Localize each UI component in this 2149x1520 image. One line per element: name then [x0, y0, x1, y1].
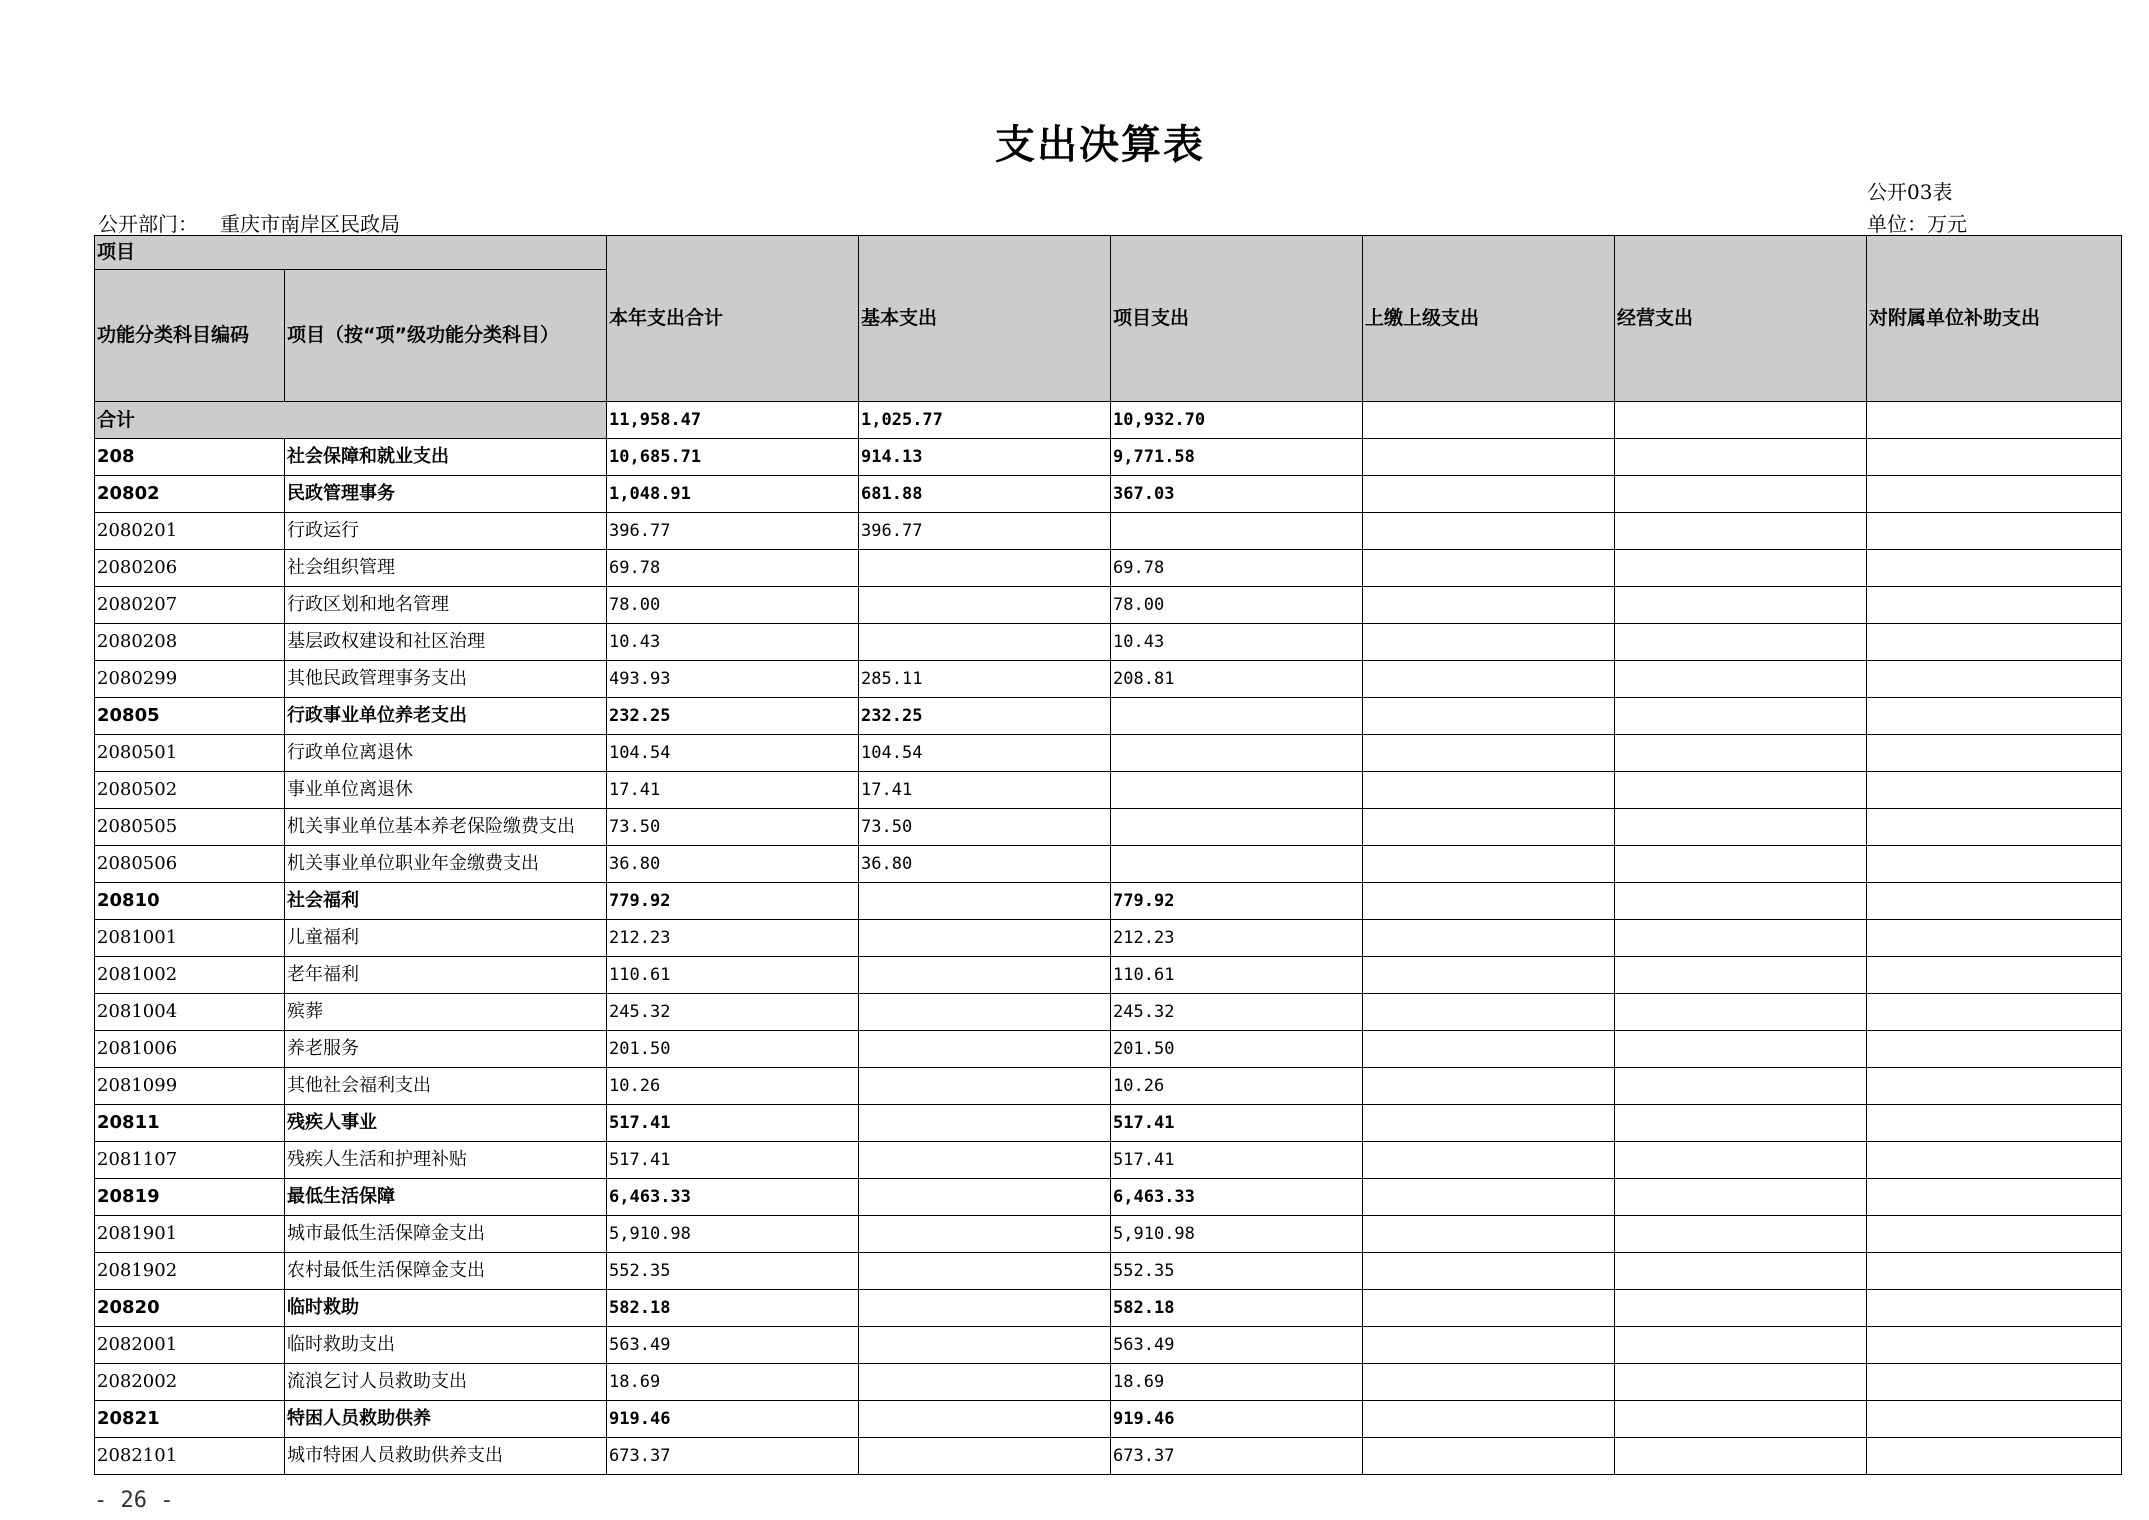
row-superior [1363, 735, 1615, 772]
row-name: 社会组织管理 [285, 550, 607, 587]
row-total: 673.37 [607, 1438, 859, 1475]
row-business [1615, 1068, 1867, 1105]
row-total: 110.61 [607, 957, 859, 994]
row-total: 212.23 [607, 920, 859, 957]
row-subsidy [1867, 1179, 2122, 1216]
row-item: 245.32 [1111, 994, 1363, 1031]
row-superior [1363, 1290, 1615, 1327]
table-row [95, 550, 2122, 587]
row-superior [1363, 809, 1615, 846]
row-code: 2080207 [95, 587, 285, 624]
row-code: 20805 [95, 698, 285, 735]
row-basic [859, 624, 1111, 661]
row-business [1615, 1327, 1867, 1364]
table-row [95, 809, 2122, 846]
row-item: 919.46 [1111, 1401, 1363, 1438]
table-row [95, 846, 2122, 883]
row-basic [859, 550, 1111, 587]
row-code: 2082101 [95, 1438, 285, 1475]
row-code: 2081002 [95, 957, 285, 994]
row-name: 事业单位离退休 [285, 772, 607, 809]
row-name: 其他民政管理事务支出 [285, 661, 607, 698]
row-subsidy [1867, 1142, 2122, 1179]
row-item: 110.61 [1111, 957, 1363, 994]
table-row [95, 1438, 2122, 1475]
row-item [1111, 513, 1363, 550]
row-name: 殡葬 [285, 994, 607, 1031]
row-business [1615, 1216, 1867, 1253]
row-business [1615, 957, 1867, 994]
row-superior [1363, 1031, 1615, 1068]
total-amount: 11,958.47 [607, 402, 859, 439]
row-total: 10.26 [607, 1068, 859, 1105]
row-subsidy [1867, 735, 2122, 772]
row-item: 212.23 [1111, 920, 1363, 957]
row-business [1615, 550, 1867, 587]
row-subsidy [1867, 550, 2122, 587]
row-code: 20820 [95, 1290, 285, 1327]
row-superior [1363, 772, 1615, 809]
row-code: 20811 [95, 1105, 285, 1142]
row-total: 10.43 [607, 624, 859, 661]
row-code: 2081107 [95, 1142, 285, 1179]
row-code: 20821 [95, 1401, 285, 1438]
row-superior [1363, 1327, 1615, 1364]
header-total: 本年支出合计 [607, 236, 859, 402]
row-code: 2081902 [95, 1253, 285, 1290]
row-code: 2080505 [95, 809, 285, 846]
row-basic [859, 1364, 1111, 1401]
row-name: 最低生活保障 [285, 1179, 607, 1216]
row-item: 18.69 [1111, 1364, 1363, 1401]
row-basic: 104.54 [859, 735, 1111, 772]
row-basic [859, 1253, 1111, 1290]
row-code: 208 [95, 439, 285, 476]
row-business [1615, 1438, 1867, 1475]
row-item: 5,910.98 [1111, 1216, 1363, 1253]
row-total: 201.50 [607, 1031, 859, 1068]
row-superior [1363, 476, 1615, 513]
row-total: 582.18 [607, 1290, 859, 1327]
row-name: 老年福利 [285, 957, 607, 994]
row-superior [1363, 439, 1615, 476]
row-name: 基层政权建设和社区治理 [285, 624, 607, 661]
row-name: 机关事业单位基本养老保险缴费支出 [285, 809, 607, 846]
row-code: 2081006 [95, 1031, 285, 1068]
row-subsidy [1867, 809, 2122, 846]
table-row [95, 624, 2122, 661]
table-row [95, 994, 2122, 1031]
department-name: 重庆市南岸区民政局 [220, 212, 400, 236]
row-total: 232.25 [607, 698, 859, 735]
row-item [1111, 809, 1363, 846]
row-basic [859, 883, 1111, 920]
row-superior [1363, 513, 1615, 550]
header-project: 项目 [95, 236, 607, 270]
row-code: 20810 [95, 883, 285, 920]
row-name: 机关事业单位职业年金缴费支出 [285, 846, 607, 883]
table-row [95, 1031, 2122, 1068]
row-item: 563.49 [1111, 1327, 1363, 1364]
row-total: 779.92 [607, 883, 859, 920]
row-name: 儿童福利 [285, 920, 607, 957]
row-business [1615, 772, 1867, 809]
row-name: 城市特困人员救助供养支出 [285, 1438, 607, 1475]
row-subsidy [1867, 513, 2122, 550]
total-subsidy [1867, 402, 2122, 439]
table-row [95, 1401, 2122, 1438]
row-total: 36.80 [607, 846, 859, 883]
row-name: 行政区划和地名管理 [285, 587, 607, 624]
row-total: 78.00 [607, 587, 859, 624]
total-item: 10,932.70 [1111, 402, 1363, 439]
row-business [1615, 1179, 1867, 1216]
row-item [1111, 698, 1363, 735]
header-item: 项目支出 [1111, 236, 1363, 402]
page-title: 支出决算表 [995, 122, 1205, 168]
row-basic [859, 1105, 1111, 1142]
header-row-1 [95, 236, 2122, 270]
row-name: 行政运行 [285, 513, 607, 550]
row-total: 5,910.98 [607, 1216, 859, 1253]
row-basic [859, 920, 1111, 957]
row-total: 493.93 [607, 661, 859, 698]
row-code: 2082002 [95, 1364, 285, 1401]
table-row [95, 883, 2122, 920]
row-item: 10.43 [1111, 624, 1363, 661]
row-code: 2081901 [95, 1216, 285, 1253]
row-subsidy [1867, 846, 2122, 883]
row-total: 552.35 [607, 1253, 859, 1290]
row-superior [1363, 624, 1615, 661]
row-business [1615, 809, 1867, 846]
row-total: 10,685.71 [607, 439, 859, 476]
row-subsidy [1867, 883, 2122, 920]
header-business: 经营支出 [1615, 236, 1867, 402]
row-business [1615, 513, 1867, 550]
row-code: 2080208 [95, 624, 285, 661]
row-business [1615, 1031, 1867, 1068]
row-name: 城市最低生活保障金支出 [285, 1216, 607, 1253]
row-business [1615, 994, 1867, 1031]
total-superior [1363, 402, 1615, 439]
row-business [1615, 439, 1867, 476]
row-name: 社会保障和就业支出 [285, 439, 607, 476]
row-item: 582.18 [1111, 1290, 1363, 1327]
row-business [1615, 661, 1867, 698]
table-row [95, 735, 2122, 772]
row-total: 517.41 [607, 1105, 859, 1142]
table-row [95, 513, 2122, 550]
row-name: 残疾人生活和护理补贴 [285, 1142, 607, 1179]
row-business [1615, 846, 1867, 883]
row-basic [859, 957, 1111, 994]
row-item [1111, 735, 1363, 772]
table-row [95, 1253, 2122, 1290]
header-code: 功能分类科目编码 [95, 270, 285, 402]
row-item [1111, 846, 1363, 883]
row-name: 特困人员救助供养 [285, 1401, 607, 1438]
row-basic [859, 1438, 1111, 1475]
row-subsidy [1867, 1105, 2122, 1142]
row-total: 73.50 [607, 809, 859, 846]
row-superior [1363, 957, 1615, 994]
row-item: 69.78 [1111, 550, 1363, 587]
unit-label: 单位：万元 [1867, 212, 1967, 236]
row-superior [1363, 1068, 1615, 1105]
row-basic: 73.50 [859, 809, 1111, 846]
row-business [1615, 1290, 1867, 1327]
row-code: 2080506 [95, 846, 285, 883]
row-name: 临时救助支出 [285, 1327, 607, 1364]
row-total: 919.46 [607, 1401, 859, 1438]
row-total: 1,048.91 [607, 476, 859, 513]
table-row [95, 698, 2122, 735]
row-subsidy [1867, 920, 2122, 957]
row-subsidy [1867, 772, 2122, 809]
row-name: 民政管理事务 [285, 476, 607, 513]
row-superior [1363, 1364, 1615, 1401]
row-total: 69.78 [607, 550, 859, 587]
table-row [95, 1327, 2122, 1364]
table-row [95, 772, 2122, 809]
row-basic [859, 587, 1111, 624]
row-item: 10.26 [1111, 1068, 1363, 1105]
row-item: 208.81 [1111, 661, 1363, 698]
total-row [95, 402, 2122, 439]
row-code: 2081001 [95, 920, 285, 957]
row-subsidy [1867, 587, 2122, 624]
table-row [95, 920, 2122, 957]
row-superior [1363, 698, 1615, 735]
row-name: 残疾人事业 [285, 1105, 607, 1142]
row-subsidy [1867, 957, 2122, 994]
header-subsidy: 对附属单位补助支出 [1867, 236, 2122, 402]
row-total: 396.77 [607, 513, 859, 550]
row-basic: 17.41 [859, 772, 1111, 809]
row-superior [1363, 920, 1615, 957]
row-business [1615, 1364, 1867, 1401]
table-row [95, 439, 2122, 476]
row-business [1615, 587, 1867, 624]
row-subsidy [1867, 994, 2122, 1031]
row-subsidy [1867, 624, 2122, 661]
row-superior [1363, 994, 1615, 1031]
row-subsidy [1867, 1327, 2122, 1364]
row-item: 779.92 [1111, 883, 1363, 920]
row-subsidy [1867, 1068, 2122, 1105]
row-superior [1363, 883, 1615, 920]
header-name: 项目（按“项”级功能分类科目） [285, 270, 607, 402]
row-name: 其他社会福利支出 [285, 1068, 607, 1105]
row-superior [1363, 1142, 1615, 1179]
row-business [1615, 624, 1867, 661]
row-total: 245.32 [607, 994, 859, 1031]
row-item: 367.03 [1111, 476, 1363, 513]
row-code: 2081004 [95, 994, 285, 1031]
total-label: 合计 [95, 402, 607, 439]
row-subsidy [1867, 439, 2122, 476]
header-superior: 上缴上级支出 [1363, 236, 1615, 402]
row-code: 2080206 [95, 550, 285, 587]
row-business [1615, 1105, 1867, 1142]
row-item: 78.00 [1111, 587, 1363, 624]
table-row [95, 1179, 2122, 1216]
row-superior [1363, 1179, 1615, 1216]
row-subsidy [1867, 661, 2122, 698]
row-subsidy [1867, 1438, 2122, 1475]
row-basic: 681.88 [859, 476, 1111, 513]
row-subsidy [1867, 1290, 2122, 1327]
row-total: 563.49 [607, 1327, 859, 1364]
row-item: 673.37 [1111, 1438, 1363, 1475]
table-row [95, 1216, 2122, 1253]
row-code: 2080201 [95, 513, 285, 550]
row-item: 517.41 [1111, 1105, 1363, 1142]
row-name: 养老服务 [285, 1031, 607, 1068]
row-superior [1363, 846, 1615, 883]
row-code: 2080299 [95, 661, 285, 698]
department-line [98, 208, 400, 237]
row-total: 104.54 [607, 735, 859, 772]
page-number: - 26 - [94, 1488, 174, 1513]
table-row [95, 957, 2122, 994]
row-basic: 914.13 [859, 439, 1111, 476]
row-superior [1363, 1105, 1615, 1142]
table-row [95, 1105, 2122, 1142]
row-total: 517.41 [607, 1142, 859, 1179]
row-basic [859, 1216, 1111, 1253]
row-subsidy [1867, 698, 2122, 735]
row-basic [859, 1290, 1111, 1327]
row-superior [1363, 661, 1615, 698]
row-superior [1363, 550, 1615, 587]
row-business [1615, 1253, 1867, 1290]
row-business [1615, 1142, 1867, 1179]
row-code: 20802 [95, 476, 285, 513]
row-subsidy [1867, 1401, 2122, 1438]
table-number: 公开03表 [1867, 180, 1953, 204]
row-business [1615, 883, 1867, 920]
row-name: 行政事业单位养老支出 [285, 698, 607, 735]
row-code: 2081099 [95, 1068, 285, 1105]
row-name: 社会福利 [285, 883, 607, 920]
row-name: 行政单位离退休 [285, 735, 607, 772]
row-basic [859, 1068, 1111, 1105]
row-superior [1363, 1216, 1615, 1253]
table-row [95, 587, 2122, 624]
expenditure-table [94, 235, 2122, 1475]
row-total: 6,463.33 [607, 1179, 859, 1216]
row-code: 2082001 [95, 1327, 285, 1364]
row-item: 517.41 [1111, 1142, 1363, 1179]
table-row [95, 1068, 2122, 1105]
row-subsidy [1867, 476, 2122, 513]
row-business [1615, 920, 1867, 957]
row-name: 流浪乞讨人员救助支出 [285, 1364, 607, 1401]
total-business [1615, 402, 1867, 439]
row-item: 201.50 [1111, 1031, 1363, 1068]
row-item [1111, 772, 1363, 809]
row-subsidy [1867, 1253, 2122, 1290]
row-code: 2080501 [95, 735, 285, 772]
row-item: 552.35 [1111, 1253, 1363, 1290]
row-business [1615, 698, 1867, 735]
row-superior [1363, 587, 1615, 624]
row-business [1615, 1401, 1867, 1438]
table-row [95, 661, 2122, 698]
row-code: 20819 [95, 1179, 285, 1216]
row-subsidy [1867, 1031, 2122, 1068]
row-basic [859, 1142, 1111, 1179]
row-subsidy [1867, 1216, 2122, 1253]
row-item: 6,463.33 [1111, 1179, 1363, 1216]
total-basic: 1,025.77 [859, 402, 1111, 439]
row-code: 2080502 [95, 772, 285, 809]
department-label: 公开部门： [98, 212, 198, 236]
row-basic: 285.11 [859, 661, 1111, 698]
table-row [95, 1364, 2122, 1401]
row-basic: 36.80 [859, 846, 1111, 883]
header-basic: 基本支出 [859, 236, 1111, 402]
row-basic [859, 1327, 1111, 1364]
row-basic [859, 1031, 1111, 1068]
row-basic [859, 1401, 1111, 1438]
row-name: 临时救助 [285, 1290, 607, 1327]
row-business [1615, 476, 1867, 513]
row-total: 17.41 [607, 772, 859, 809]
row-item: 9,771.58 [1111, 439, 1363, 476]
row-basic [859, 1179, 1111, 1216]
row-basic: 396.77 [859, 513, 1111, 550]
table-row [95, 1290, 2122, 1327]
row-basic [859, 994, 1111, 1031]
table-row [95, 476, 2122, 513]
table-row [95, 1142, 2122, 1179]
row-subsidy [1867, 1364, 2122, 1401]
row-superior [1363, 1438, 1615, 1475]
row-business [1615, 735, 1867, 772]
row-superior [1363, 1401, 1615, 1438]
row-basic: 232.25 [859, 698, 1111, 735]
row-total: 18.69 [607, 1364, 859, 1401]
row-superior [1363, 1253, 1615, 1290]
row-name: 农村最低生活保障金支出 [285, 1253, 607, 1290]
